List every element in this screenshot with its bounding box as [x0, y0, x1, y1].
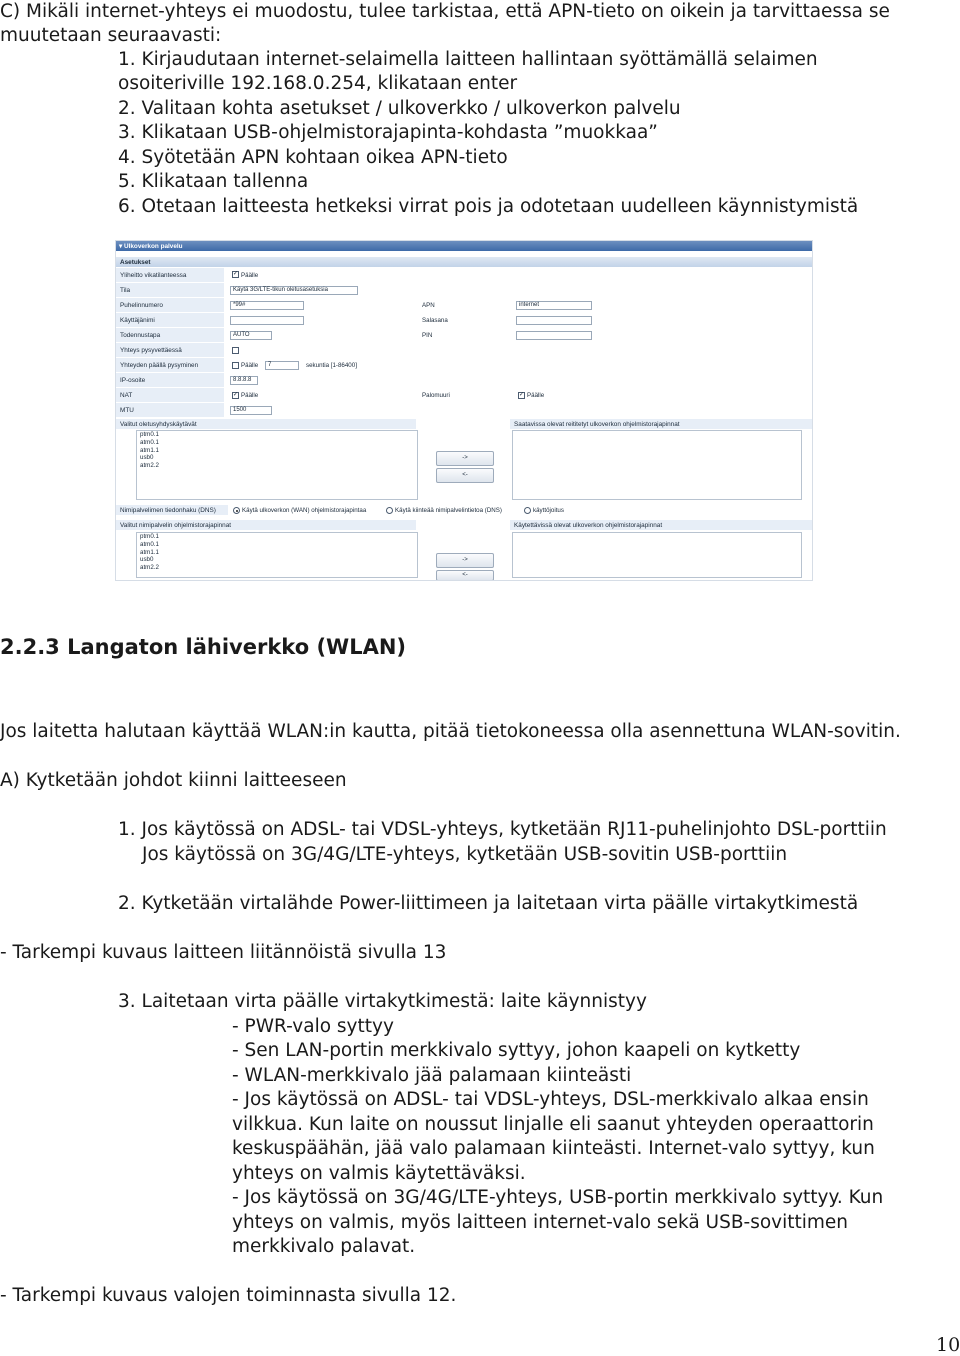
step-item: 4. Syötetään APN kohtaan oikea APN-tieto: [118, 147, 508, 168]
row-label-text: IP-osoite: [120, 377, 146, 384]
list-item[interactable]: atm0.1: [140, 438, 159, 446]
settings-row: [116, 403, 812, 418]
row-label: [116, 358, 224, 373]
apn-input[interactable]: [516, 301, 592, 310]
apn-input-value: internet: [519, 302, 540, 308]
checkbox-label: Päälle: [241, 272, 259, 279]
step-item: 2. Kytketään virtalähde Power-liittimeen ja laitetaan virta päälle virtakytkimestä: [118, 893, 859, 914]
row-label: [116, 298, 224, 313]
nat-checkbox[interactable]: ✓: [233, 392, 239, 398]
list-header: [116, 520, 416, 530]
settings-row: [116, 328, 812, 343]
checkbox-label: Päälle: [527, 392, 545, 399]
pin-label: PIN: [422, 332, 433, 339]
intro-line: muutetaan seuraavasti:: [0, 25, 222, 46]
radio-label: käyttöjoitus: [533, 507, 564, 514]
row-label: [116, 328, 224, 343]
dns-label: Nimipalvelimen tiedonhaku (DNS): [120, 507, 216, 514]
dns-label-cell: [116, 505, 228, 515]
radio-label: Käytä kiinteää nimipalvelintietoa (DNS): [395, 507, 502, 514]
row-label: [116, 283, 224, 298]
list-header-text: Valitut oletusyhdyskäytävät: [120, 421, 197, 428]
firewall-label: Palomuuri: [422, 392, 450, 399]
sub-item: merkkivalo palavat.: [232, 1236, 416, 1257]
settings-row: [116, 343, 812, 358]
list-header: [510, 419, 813, 429]
idle-seconds-input[interactable]: [265, 361, 299, 370]
list-item[interactable]: atm0.1: [140, 540, 159, 548]
sub-item: yhteys on valmis käytettäväksi.: [232, 1163, 526, 1184]
remove-arrow-button[interactable]: <-: [436, 468, 494, 483]
settings-row: [116, 283, 812, 298]
section-title: Asetukset: [120, 258, 151, 266]
password-input[interactable]: [516, 316, 592, 325]
list-header-text: Valitut nimipalvelin ohjelmistorajapinnat: [120, 522, 232, 529]
step-item: 3. Laitetaan virta päälle virtakytkimestä: laite käynnistyy: [118, 991, 647, 1012]
list-header-text: Saatavissa olevat reititetyt ulkoverkon ohjelmistorajapinnat: [514, 421, 680, 428]
pin-input[interactable]: [516, 331, 592, 340]
checkbox-label: Päälle: [241, 392, 259, 399]
auth-select[interactable]: [230, 331, 272, 340]
ip-input-value: 8.8.8.8: [233, 377, 252, 383]
selected-gateways-list[interactable]: [136, 430, 418, 500]
step-item: 5. Klikataan tallenna: [118, 171, 309, 192]
row-label: [116, 373, 224, 388]
row-label-text: Yhteyden päällä pysyminen: [120, 362, 199, 369]
add-arrow-button[interactable]: ->: [436, 553, 494, 568]
sub-item: - PWR-valo syttyy: [232, 1016, 394, 1037]
row-label: [116, 313, 224, 328]
row-label-text: Yhteys pysyvettäessä: [120, 347, 182, 354]
idle-seconds-value: 7: [268, 362, 272, 368]
row-label-text: Tila: [120, 287, 131, 294]
mtu-input[interactable]: [230, 406, 272, 415]
page-number: 10: [936, 1334, 960, 1356]
idle-unit-label: sekuntia [1-86400]: [306, 362, 357, 369]
remove-arrow-button[interactable]: <-: [436, 570, 494, 581]
sub-item: - Sen LAN-portin merkkivalo syttyy, johon kaapeli on kytketty: [232, 1040, 801, 1061]
row-label-text: MTU: [120, 407, 134, 414]
sub-item: vilkkua. Kun laite on noussut linjalle eli saanut yhteyden operaattorin: [232, 1114, 874, 1135]
row-label: [116, 268, 224, 283]
paragraph: Jos laitetta halutaan käyttää WLAN:in kautta, pitää tietokoneessa olla asennettuna WLAN-sovitin.: [0, 721, 901, 742]
row-label: [116, 403, 224, 418]
available-interfaces-list[interactable]: [512, 430, 802, 500]
sub-item: - Jos käytössä on ADSL- tai VDSL-yhteys, DSL-merkkivalo alkaa ensin: [232, 1089, 869, 1110]
row-label-text: NAT: [120, 392, 133, 399]
step-item: Jos käytössä on 3G/4G/LTE-yhteys, kytketään USB-sovitin USB-porttiin: [142, 844, 788, 865]
keep-alive-checkbox[interactable]: [232, 347, 239, 354]
step-item: 6. Otetaan laitteesta hetkeksi virrat pois ja odotetaan uudelleen käynnistymistä: [118, 196, 859, 217]
router-settings-screenshot: [115, 240, 813, 581]
row-label-text: Yliheitto vikatilanteessa: [120, 272, 187, 279]
firewall-checkbox[interactable]: ✓: [519, 392, 525, 398]
list-item[interactable]: atm1.1: [140, 548, 159, 556]
settings-row: [116, 298, 812, 313]
note: - Tarkempi kuvaus laitteen liitännöistä sivulla 13: [0, 942, 447, 963]
list-item[interactable]: ptm0.1: [140, 533, 159, 540]
radio-label: Käytä ulkoverkon (WAN) ohjelmistorajapintaa: [242, 507, 367, 514]
mode-select[interactable]: [230, 286, 358, 295]
auth-select-value: AUTO: [233, 332, 250, 338]
enable-checkbox[interactable]: ✓: [233, 271, 239, 277]
step-item: 3. Klikataan USB-ohjelmistorajapinta-kohdasta ”muokkaa”: [118, 122, 658, 143]
apn-label: APN: [422, 302, 435, 309]
selected-dns-list[interactable]: [136, 532, 418, 578]
settings-row: [116, 373, 812, 388]
dns-proxy-radio[interactable]: [524, 507, 531, 514]
step-item: 2. Valitaan kohta asetukset / ulkoverkko / ulkoverkon palvelu: [118, 98, 681, 119]
panel-title-bar: [116, 241, 812, 251]
ip-input[interactable]: [230, 376, 258, 385]
intro-line: C) Mikäli internet-yhteys ei muodostu, tulee tarkistaa, että APN-tieto on oikein ja tarvittaessa se: [0, 1, 890, 22]
section-heading: 2.2.3 Langaton lähiverkko (WLAN): [0, 635, 407, 659]
settings-row: [116, 358, 812, 373]
list-header: [510, 520, 813, 530]
sub-item: yhteys on valmis, myös laitteen internet-valo sekä USB-sovittimen: [232, 1212, 849, 1233]
sub-item: - Jos käytössä on 3G/4G/LTE-yhteys, USB-portin merkkivalo syttyy. Kun: [232, 1187, 884, 1208]
username-input[interactable]: [230, 316, 304, 325]
note: - Tarkempi kuvaus valojen toiminnasta sivulla 12.: [0, 1285, 457, 1306]
list-item[interactable]: ptm0.1: [140, 431, 159, 438]
dns-static-radio[interactable]: [386, 507, 393, 514]
step-item: osoiteriville 192.168.0.254, klikataan enter: [118, 73, 518, 94]
mode-select-value: Käytä 3G/LTE-tikun oletusasetuksia: [233, 287, 328, 293]
sub-item: - WLAN-merkkivalo jää palamaan kiinteästi: [232, 1065, 632, 1086]
list-item[interactable]: usb0: [140, 454, 154, 462]
phone-input[interactable]: [230, 301, 304, 310]
list-item[interactable]: usb0: [140, 556, 154, 564]
list-header-text: Käytettävissä olevat ulkoverkon ohjelmistorajapinnat: [514, 522, 663, 529]
row-label-text: Käyttäjänimi: [120, 317, 155, 324]
step-item: 1. Kirjaudutaan internet-selaimella laitteen hallintaan syöttämällä selaimen: [118, 49, 818, 70]
settings-row: [116, 388, 812, 403]
row-label: [116, 388, 224, 403]
settings-row: [116, 313, 812, 328]
step-item: 1. Jos käytössä on ADSL- tai VDSL-yhteys, kytketään RJ11-puhelinjohto DSL-porttiin: [118, 819, 887, 840]
dns-wan-radio[interactable]: [233, 507, 240, 514]
checkbox-label: Päälle: [241, 362, 259, 369]
list-item[interactable]: atm2.2: [140, 564, 159, 572]
phone-input-value: *99#: [233, 302, 246, 308]
list-item[interactable]: atm1.1: [140, 446, 159, 454]
paragraph: A) Kytketään johdot kiinni laitteeseen: [0, 770, 347, 791]
row-label: [116, 343, 224, 358]
section-header: [116, 257, 812, 267]
available-dns-list[interactable]: [512, 532, 802, 578]
sub-item: keskuspäähän, jää valo palamaan kiinteästi. Internet-valo syttyy, kun: [232, 1138, 875, 1159]
row-label-text: Todennustapa: [120, 332, 161, 339]
list-header: [116, 419, 416, 429]
password-label: Salasana: [422, 317, 448, 324]
list-item[interactable]: atm2.2: [140, 462, 159, 470]
idle-checkbox[interactable]: [232, 362, 239, 369]
add-arrow-button[interactable]: ->: [436, 451, 494, 466]
mtu-input-value: 1500: [233, 407, 247, 413]
settings-row: [116, 268, 812, 283]
row-label-text: Puhelinnumero: [120, 302, 163, 309]
panel-title: ▾ Ulkoverkon palvelu: [119, 243, 183, 250]
